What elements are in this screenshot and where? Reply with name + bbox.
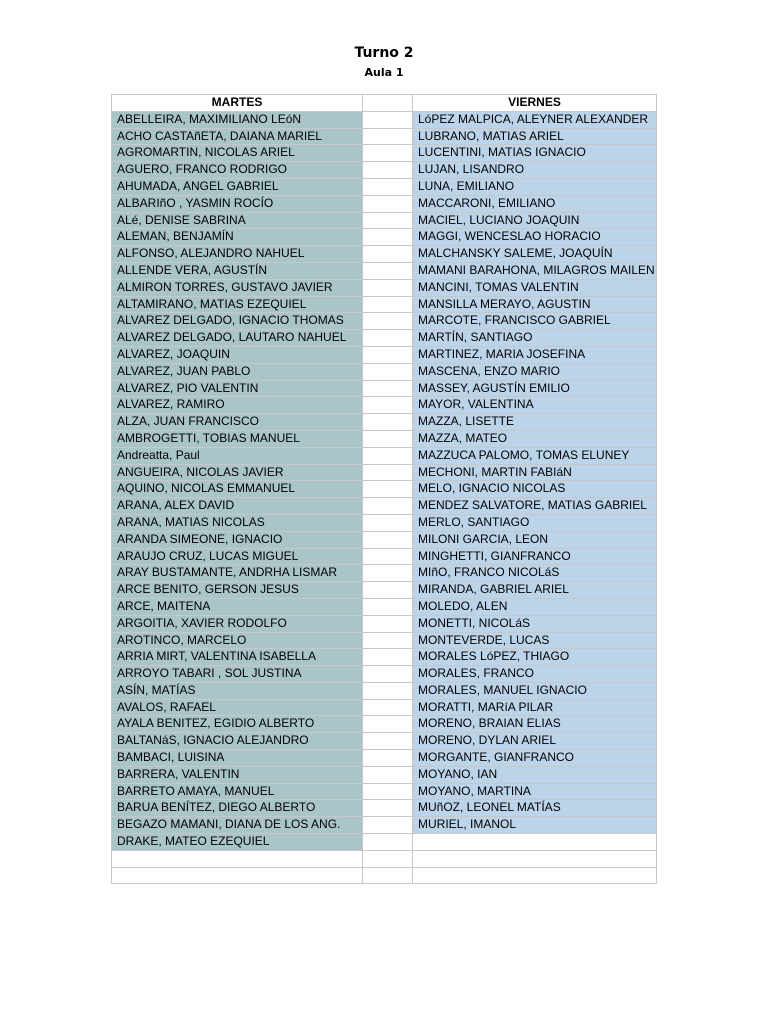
viernes-cell: MAZZA, LISETTE [413,414,657,431]
martes-cell: BARUA BENÍTEZ, DIEGO ALBERTO [112,800,363,817]
viernes-cell: MILONI GARCIA, LEON [413,531,657,548]
martes-cell: AGUERO, FRANCO RODRIGO [112,162,363,179]
martes-cell: ALVAREZ DELGADO, IGNACIO THOMAS [112,313,363,330]
viernes-cell: LUBRANO, MATIAS ARIEL [413,128,657,145]
martes-cell: ARAUJO CRUZ, LUCAS MIGUEL [112,548,363,565]
martes-cell: ALVAREZ, JOAQUIN [112,346,363,363]
martes-cell: ARCE, MAITENA [112,598,363,615]
viernes-cell [413,834,657,851]
spacer-cell [363,582,413,599]
table-row [112,766,657,783]
martes-cell: ALLENDE VERA, AGUSTÍN [112,262,363,279]
spacer-cell [363,346,413,363]
viernes-cell: MORALES, MANUEL IGNACIO [413,682,657,699]
martes-cell: ALZA, JUAN FRANCISCO [112,414,363,431]
martes-cell: AMBROGETTI, TOBIAS MANUEL [112,430,363,447]
spacer-cell [363,850,413,867]
table-row [112,565,657,582]
martes-cell [112,850,363,867]
table-row [112,598,657,615]
spacer-cell [363,867,413,884]
martes-cell: ALVAREZ, PIO VALENTIN [112,380,363,397]
table-row [112,800,657,817]
table-row [112,313,657,330]
martes-cell: ALFONSO, ALEJANDRO NAHUEL [112,246,363,263]
viernes-cell: MERLO, SANTIAGO [413,514,657,531]
martes-cell: ALé, DENISE SABRINA [112,212,363,229]
table-row [112,212,657,229]
spacer-header [363,95,413,112]
spacer-cell [363,430,413,447]
table-row [112,867,657,884]
martes-cell: ASÍN, MATÍAS [112,682,363,699]
viernes-cell: MAYOR, VALENTINA [413,397,657,414]
martes-cell: AHUMADA, ANGEL GABRIEL [112,178,363,195]
page-subtitle: Aula 1 [364,66,404,79]
spacer-cell [363,447,413,464]
table-row [112,145,657,162]
table-row [112,380,657,397]
spacer-cell [363,565,413,582]
viernes-cell: LUNA, EMILIANO [413,178,657,195]
spacer-cell [363,279,413,296]
martes-cell: ALTAMIRANO, MATIAS EZEQUIEL [112,296,363,313]
martes-cell: ARGOITIA, XAVIER RODOLFO [112,615,363,632]
martes-cell: ARROYO TABARI , SOL JUSTINA [112,666,363,683]
martes-cell: ALEMAN, BENJAMÍN [112,229,363,246]
spacer-cell [363,766,413,783]
spacer-cell [363,783,413,800]
page-title: Turno 2 [354,45,414,61]
table-row [112,447,657,464]
martes-cell: ARANA, MATIAS NICOLAS [112,514,363,531]
martes-cell: ABELLEIRA, MAXIMILIANO LEóN [112,111,363,128]
table-row [112,111,657,128]
viernes-cell: MAZZA, MATEO [413,430,657,447]
martes-cell: ALBARIñO , YASMIN ROCÍO [112,195,363,212]
spacer-cell [363,145,413,162]
viernes-cell: MOYANO, MARTINA [413,783,657,800]
table-row [112,397,657,414]
table-row [112,649,657,666]
table-row [112,363,657,380]
viernes-cell: MORENO, DYLAN ARIEL [413,733,657,750]
viernes-cell: MOLEDO, ALEN [413,598,657,615]
spacer-cell [363,548,413,565]
spacer-cell [363,212,413,229]
table-row [112,162,657,179]
martes-cell: ARRIA MIRT, VALENTINA ISABELLA [112,649,363,666]
table-row [112,632,657,649]
viernes-cell: MANCINI, TOMAS VALENTIN [413,279,657,296]
table-row [112,481,657,498]
viernes-cell: MIñO, FRANCO NICOLáS [413,565,657,582]
viernes-cell: MAGGI, WENCESLAO HORACIO [413,229,657,246]
martes-cell: BAMBACI, LUISINA [112,750,363,767]
martes-cell: AVALOS, RAFAEL [112,699,363,716]
spacer-cell [363,834,413,851]
table-row [112,750,657,767]
spacer-cell [363,246,413,263]
spacer-cell [363,397,413,414]
viernes-cell: MACIEL, LUCIANO JOAQUIN [413,212,657,229]
table-row [112,850,657,867]
viernes-cell: MELO, IGNACIO NICOLAS [413,481,657,498]
spacer-cell [363,498,413,515]
spacer-cell [363,111,413,128]
viernes-cell: LóPEZ MALPICA, ALEYNER ALEXANDER [413,111,657,128]
martes-cell: ALMIRON TORRES, GUSTAVO JAVIER [112,279,363,296]
table-row [112,128,657,145]
spacer-cell [363,666,413,683]
viernes-cell: MONETTI, NICOLáS [413,615,657,632]
martes-cell: ALVAREZ DELGADO, LAUTARO NAHUEL [112,330,363,347]
spacer-cell [363,817,413,834]
viernes-cell: MARTINEZ, MARIA JOSEFINA [413,346,657,363]
table-row [112,346,657,363]
table-row [112,531,657,548]
martes-cell [112,867,363,884]
viernes-cell: MORALES LóPEZ, THIAGO [413,649,657,666]
viernes-cell: LUJAN, LISANDRO [413,162,657,179]
viernes-cell: MIRANDA, GABRIEL ARIEL [413,582,657,599]
table-row [112,548,657,565]
table-row [112,279,657,296]
martes-cell: ACHO CASTAñETA, DAIANA MARIEL [112,128,363,145]
table-row [112,582,657,599]
spacer-cell [363,162,413,179]
spacer-cell [363,615,413,632]
table-row [112,430,657,447]
spacer-cell [363,195,413,212]
spacer-cell [363,514,413,531]
table-row [112,414,657,431]
table-row [112,699,657,716]
viernes-cell: MARTÍN, SANTIAGO [413,330,657,347]
table-row [112,498,657,515]
spacer-cell [363,178,413,195]
viernes-cell: MAMANI BARAHONA, MILAGROS MAILEN [413,262,657,279]
table-row [112,716,657,733]
viernes-cell: MOYANO, IAN [413,766,657,783]
spacer-cell [363,481,413,498]
martes-cell: ARAY BUSTAMANTE, ANDRHA LISMAR [112,565,363,582]
viernes-cell: MORATTI, MARíA PILAR [413,699,657,716]
spacer-cell [363,598,413,615]
table-row [112,817,657,834]
spacer-cell [363,128,413,145]
martes-cell: AQUINO, NICOLAS EMMANUEL [112,481,363,498]
spacer-cell [363,733,413,750]
table-row [112,229,657,246]
table-row [112,682,657,699]
martes-cell: AYALA BENITEZ, EGIDIO ALBERTO [112,716,363,733]
viernes-cell [413,867,657,884]
table-row [112,514,657,531]
martes-cell: DRAKE, MATEO EZEQUIEL [112,834,363,851]
table-row [112,733,657,750]
viernes-cell: MASCENA, ENZO MARIO [413,363,657,380]
spacer-cell [363,531,413,548]
martes-cell: ARANA, ALEX DAVID [112,498,363,515]
martes-cell: BEGAZO MAMANI, DIANA DE LOS ANG. [112,817,363,834]
viernes-cell: MUñOZ, LEONEL MATÍAS [413,800,657,817]
table-row [112,246,657,263]
spacer-cell [363,414,413,431]
martes-cell: ALVAREZ, RAMIRO [112,397,363,414]
table-row [112,783,657,800]
martes-cell: BARRETO AMAYA, MANUEL [112,783,363,800]
table-row [112,330,657,347]
viernes-cell: MANSILLA MERAYO, AGUSTIN [413,296,657,313]
viernes-cell: LUCENTINI, MATIAS IGNACIO [413,145,657,162]
spacer-cell [363,649,413,666]
header-row [112,95,657,112]
viernes-cell: MAZZUCA PALOMO, TOMAS ELUNEY [413,447,657,464]
spacer-cell [363,716,413,733]
spacer-cell [363,682,413,699]
viernes-cell: MECHONI, MARTIN FABIáN [413,464,657,481]
viernes-cell: MORGANTE, GIANFRANCO [413,750,657,767]
martes-header: MARTES [112,95,363,112]
table-row [112,834,657,851]
spacer-cell [363,632,413,649]
spacer-cell [363,699,413,716]
martes-cell: Andreatta, Paul [112,447,363,464]
martes-cell: ANGUEIRA, NICOLAS JAVIER [112,464,363,481]
table-row [112,296,657,313]
viernes-cell: MORENO, BRAIAN ELIAS [413,716,657,733]
viernes-cell: MURIEL, IMANOL [413,817,657,834]
spacer-cell [363,380,413,397]
spacer-cell [363,800,413,817]
spacer-cell [363,363,413,380]
viernes-cell: MENDEZ SALVATORE, MATIAS GABRIEL [413,498,657,515]
spacer-cell [363,296,413,313]
table-row [112,178,657,195]
table-row [112,195,657,212]
martes-cell: BARRERA, VALENTIN [112,766,363,783]
spacer-cell [363,313,413,330]
martes-cell: ALVAREZ, JUAN PABLO [112,363,363,380]
viernes-cell: MARCOTE, FRANCISCO GABRIEL [413,313,657,330]
table-row [112,464,657,481]
martes-cell: ARANDA SIMEONE, IGNACIO [112,531,363,548]
table-row [112,262,657,279]
viernes-cell: MASSEY, AGUSTÍN EMILIO [413,380,657,397]
viernes-cell: MORALES, FRANCO [413,666,657,683]
spacer-cell [363,262,413,279]
spacer-cell [363,229,413,246]
viernes-cell: MACCARONI, EMILIANO [413,195,657,212]
spacer-cell [363,750,413,767]
spacer-cell [363,464,413,481]
roster-table [111,94,657,884]
viernes-cell: MINGHETTI, GIANFRANCO [413,548,657,565]
viernes-cell [413,850,657,867]
martes-cell: ARCE BENITO, GERSON JESUS [112,582,363,599]
martes-cell: AGROMARTIN, NICOLAS ARIEL [112,145,363,162]
viernes-cell: MONTEVERDE, LUCAS [413,632,657,649]
martes-cell: BALTANáS, IGNACIO ALEJANDRO [112,733,363,750]
spacer-cell [363,330,413,347]
table-row [112,615,657,632]
viernes-header: VIERNES [413,95,657,112]
table-row [112,666,657,683]
martes-cell: AROTINCO, MARCELO [112,632,363,649]
viernes-cell: MALCHANSKY SALEME, JOAQUÍN [413,246,657,263]
